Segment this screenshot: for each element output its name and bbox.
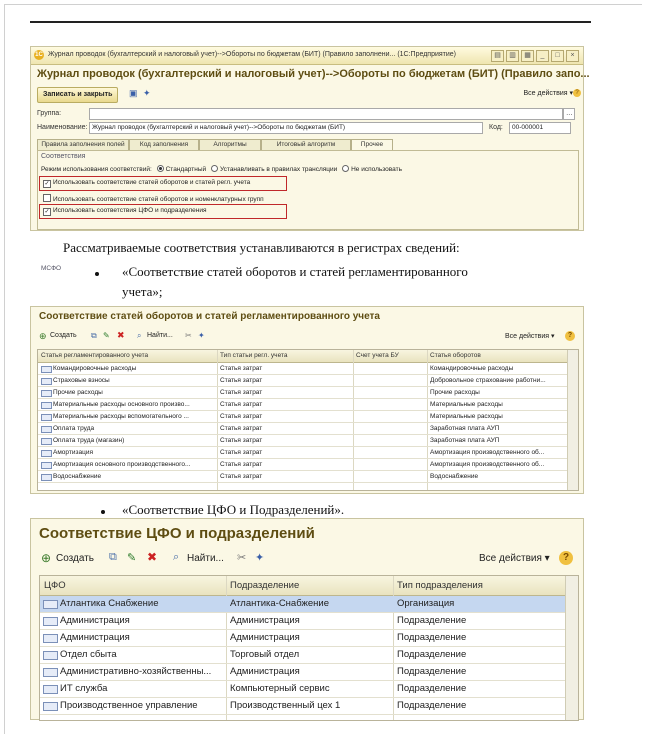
mode-row [41,165,402,173]
copy-icon[interactable]: ⧉ [109,551,117,563]
title-bar [31,47,583,65]
row-record-icon [43,702,58,711]
table-cell: Амортизация производственного об... [430,461,545,468]
articles-mapping-window [30,306,584,494]
help-icon[interactable]: ? [565,331,575,341]
copy-icon[interactable]: ⧉ [91,331,97,340]
table-cell: Материальные расходы [430,413,503,420]
tab-fill-code[interactable]: Код заполнения [129,139,199,150]
table-row[interactable] [40,664,578,681]
table-cell: Статья затрат [220,461,263,468]
table-row[interactable] [40,681,578,698]
table-row[interactable] [38,435,578,447]
table-cell: Подразделение [397,666,467,677]
row-record-icon [41,378,52,385]
form-heading: Журнал проводок (бухгалтерский и налоговый учет)-->Обороты по бюджетам (БИТ) (Правило запо... [37,68,590,80]
delete-icon[interactable]: ✖ [117,330,125,340]
table-cell: Статья затрат [220,437,263,444]
table-cell: Отдел сбыта [60,649,117,660]
row-record-icon [43,651,58,660]
table-cell: Заработная плата АУП [430,437,500,444]
table-cell: Добровольное страхование работни... [430,377,546,384]
radio-standard[interactable] [157,165,164,172]
create-icon[interactable]: ⊕ [41,551,52,565]
table-cell: Статья затрат [220,413,263,420]
tab-final-algorithm[interactable]: Итоговый алгоритм [261,139,351,150]
table-row[interactable] [38,363,578,375]
table-cell: Администрация [230,615,300,626]
check-row [43,194,264,203]
code-label: Код: [489,124,503,131]
table-cell: Статья затрат [220,449,263,456]
table-row[interactable] [40,596,578,613]
table-cell: Командировочные расходы [53,365,137,372]
tab-algorithms[interactable]: Алгоритмы [199,139,261,150]
tool-icon[interactable]: ✂ [237,552,247,564]
table-cell: Производственный цех 1 [230,700,341,711]
checkbox-checked[interactable]: ✓ [44,209,50,215]
table-row[interactable] [38,399,578,411]
lightbulb-icon[interactable]: ✦ [255,552,265,564]
table-row[interactable] [38,411,578,423]
column-header[interactable]: Тип статьи регл. учета [220,352,288,359]
table-cell: Подразделение [397,649,467,660]
window-tool-icon[interactable]: ▤ [491,50,504,62]
check-row [43,207,207,216]
table-cell: Статья затрат [220,377,263,384]
table-cell: Материальные расходы [430,401,503,408]
row-record-icon [43,600,58,609]
maximize-icon[interactable]: □ [551,50,564,62]
table-cell: Подразделение [397,700,467,711]
tab-other[interactable]: Прочее [351,139,393,151]
column-header[interactable]: Тип подразделения [397,580,483,591]
lightbulb-icon[interactable]: ✦ [143,88,151,98]
table-cell: Статья затрат [220,401,263,408]
table-cell: Атлантика-Снабжение [230,598,330,609]
radio-label: Устанавливать в правилах трансляции [219,166,338,173]
table-cell: Компьютерный сервис [230,683,330,694]
table-row[interactable] [38,459,578,471]
table-cell: Амортизация производственного об... [430,449,545,456]
row-record-icon [41,390,52,397]
all-actions-menu[interactable]: Все действия ▾ [523,90,573,97]
name-field[interactable]: Журнал проводок (бухгалтерский и налоговый учет)-->Обороты по бюджетам (БИТ) [89,122,483,134]
group-label: Группа: [37,110,62,117]
name-label: Наименование: [37,124,88,131]
table-cell: Атлантика Снабжение [60,598,159,609]
create-icon[interactable]: ⊕ [39,331,47,341]
radio-label: Не использовать [351,166,403,173]
table-row[interactable] [40,698,578,715]
app-logo-icon: 1С [35,52,43,58]
grid-header [38,350,578,363]
table-cell: Прочие расходы [430,389,480,396]
group-field[interactable] [89,108,563,120]
checkbox-checked[interactable]: ✓ [44,181,50,187]
msfo-section: МСФО [41,265,62,272]
table-row[interactable] [38,471,578,483]
bullet [95,272,99,276]
checkbox-label: Использовать соответствие статей оборотов и статей регл. учета [53,179,251,186]
table-cell: Заработная плата АУП [430,425,500,432]
radio-translation-rules[interactable] [211,165,218,172]
section-title: Соответствия [41,153,86,160]
table-cell: Прочие расходы [53,389,103,396]
table-cell: Оплата труда [53,425,95,432]
table-cell: Торговый отдел [230,649,300,660]
cfo-mapping-window [30,518,584,720]
row-record-icon [43,634,58,643]
column-header[interactable]: Статья оборотов [430,352,481,359]
table-cell: Амортизация основного производственного... [53,461,191,468]
table-cell: Подразделение [397,683,467,694]
save-icon[interactable]: ▣ [129,88,138,98]
row-record-icon [41,366,52,373]
table-cell: Статья затрат [220,365,263,372]
row-record-icon [41,462,52,469]
table-heading: Соответствие статей оборотов и статей регламентированного учета [39,311,380,322]
delete-icon[interactable]: ✖ [147,550,158,564]
table-cell: ИТ служба [60,683,108,694]
table-cell: Командировочные расходы [430,365,514,372]
table-cell: Материальные расходы основного произво... [53,401,190,408]
table-cell: Производственное управление [60,700,198,711]
find-button[interactable]: Найти... [147,332,173,339]
table-row[interactable] [40,630,578,647]
grid-header [40,576,578,596]
checkbox[interactable] [43,194,51,202]
row-record-icon [43,617,58,626]
table-cell: Администрация [230,632,300,643]
row-record-icon [41,474,52,481]
lightbulb-icon[interactable]: ✦ [198,331,205,340]
table-cell: Статья затрат [220,389,263,396]
help-icon[interactable]: ? [559,551,573,565]
table-cell: Материальные расходы вспомогательного ... [53,413,189,420]
table-cell: Страховые взносы [53,377,110,384]
create-button[interactable]: Создать [50,332,77,339]
tab-field-rules[interactable]: Правила заполнения полей [37,139,129,150]
top-rule [30,21,591,23]
table-heading: Соответствие ЦФО и подразделений [39,525,315,542]
edit-icon[interactable]: ✎ [103,331,110,340]
column-header[interactable]: Статья регламентированного учета [41,352,149,359]
cfo-grid [39,575,579,721]
search-icon[interactable]: ⌕ [173,551,180,563]
all-actions-menu[interactable]: Все действия ▾ [505,333,555,340]
table-cell: Подразделение [397,615,467,626]
table-row[interactable] [38,447,578,459]
table-cell: Оплата труда (магазин) [53,437,125,444]
column-header[interactable]: Счет учета БУ [356,352,399,359]
minimize-icon[interactable]: _ [536,50,549,62]
mode-label: Режим использования соответствий: [41,166,152,173]
table-cell: Подразделение [397,632,467,643]
vertical-scrollbar[interactable] [565,576,578,720]
all-actions-menu[interactable]: Все действия ▾ [479,553,550,564]
row-record-icon [43,668,58,677]
vertical-scrollbar[interactable] [567,350,578,490]
radio-label: Стандартный [165,166,207,173]
table-row[interactable] [38,387,578,399]
table-cell: Водоснабжение [430,473,479,480]
table-row[interactable] [38,423,578,435]
bullet-text: учета»; [122,284,163,299]
row-record-icon [43,685,58,694]
articles-grid [37,349,579,491]
group-select-button[interactable]: … [563,108,575,120]
find-button[interactable]: Найти... [187,553,224,564]
row-record-icon [41,414,52,421]
table-cell: Административно-хозяйственны... [60,666,212,677]
check-row [43,179,250,188]
column-header[interactable]: ЦФО [44,580,66,591]
table-row[interactable] [38,375,578,387]
table-cell: Администрация [230,666,300,677]
window-title: Журнал проводок (бухгалтерский и налоговый учет)-->Обороты по бюджетам (БИТ) (Правило заполнени... (1С:Предприятие) [48,51,457,58]
window-tool-icon[interactable]: ▥ [506,50,519,62]
search-icon[interactable]: ⌕ [137,331,142,340]
row-record-icon [41,438,52,445]
intro-paragraph: Рассматриваемые соответствия устанавливаются в регистрах сведений: [63,240,460,255]
checkbox-label: Использовать соответствия ЦФО и подразделения [53,207,207,214]
help-icon[interactable]: ? [573,89,581,97]
close-icon[interactable]: × [566,50,579,62]
column-header[interactable]: Подразделение [230,580,300,591]
code-field[interactable]: 00-000001 [509,122,571,134]
row-record-icon [41,450,52,457]
table-cell: Статья затрат [220,425,263,432]
save-and-close-button[interactable]: Записать и закрыть [37,87,118,103]
radio-not-use[interactable] [342,165,349,172]
table-cell: Водоснабжение [53,473,102,480]
table-cell: Организация [397,598,455,609]
row-record-icon [41,402,52,409]
table-cell: Администрация [60,615,130,626]
bullet-text: «Соответствие ЦФО и Подразделений». [122,502,345,517]
edit-icon[interactable]: ✎ [127,552,137,564]
tool-icon[interactable]: ✂ [185,331,192,340]
table-cell: Амортизация [53,449,93,456]
bullet [101,510,105,514]
table-cell: Статья затрат [220,473,263,480]
table-row[interactable] [40,613,578,630]
table-cell: Администрация [60,632,130,643]
bullet-text: «Соответствие статей оборотов и статей регламентированного [122,264,468,279]
checkbox-label: Использовать соответствие статей оборотов и номенклатурных групп [53,196,264,203]
create-button[interactable]: Создать [56,553,95,564]
table-row[interactable] [40,647,578,664]
row-record-icon [41,426,52,433]
window-tool-icon[interactable]: ▦ [521,50,534,62]
